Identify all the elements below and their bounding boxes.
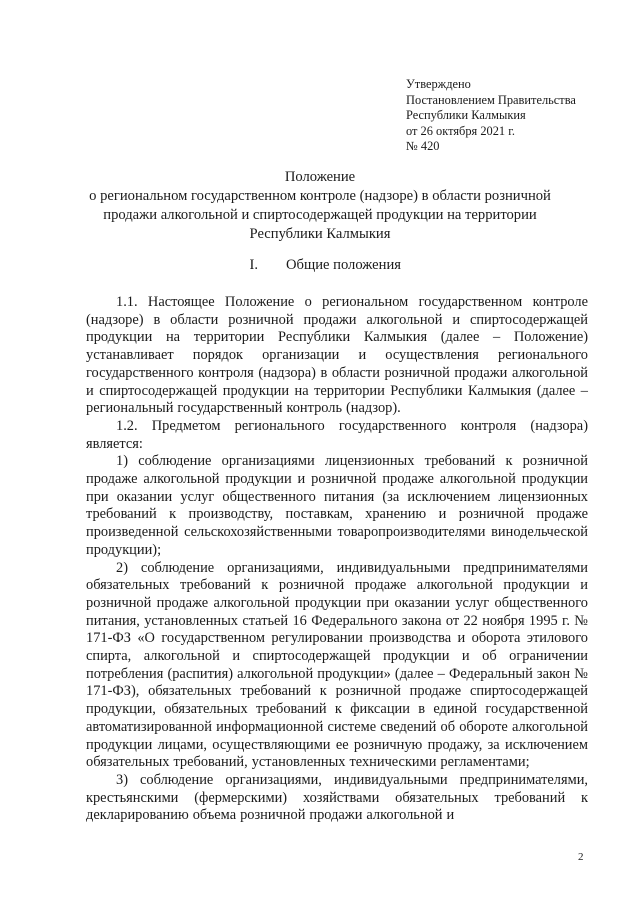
approval-line: Утверждено [406,77,471,91]
title-line: Республики Калмыкия [249,226,391,242]
paragraph: 1.1. Настоящее Положение о региональном государственном контроле (надзоре) в области розничной продажи алкогольной и спиртосодержащей продукции на территории Республики Калмыкия (далее – Положение) устанавливает порядок организации и осуществления регионального государственного контроля (надзора) в области розничной продажи алкогольной и спиртосодержащей продукции на территории Республики Калмыкия (далее – региональный государственный контроль (надзор). [86,294,588,417]
section-title: Общие положения [286,257,401,273]
title-line: о региональном государственном контроле (надзоре) в области розничной [89,188,551,204]
paragraph: 2) соблюдение организациями, индивидуальными предпринимателями обязательных требований к розничной продаже алкогольной продукции и розничной продаже алкогольной продукции при оказании услуг общественного питания, установленных статьей 16 Федерального закона от 22 ноября 1995 г. № 171-ФЗ «О государственном регулировании производства и оборота этилового спирта, алкогольной и спиртосодержащей продукции и об ограничении потребления (распития) алкогольной продукции» (далее – Федеральный закон № 171-ФЗ), обязательных требований к розничной продаже спиртосодержащей продукции, обязательных требований к фиксации в единой государственной автоматизированной информационной системе сведений об обороте алкогольной продукции лицами, осуществляющими ее розничную продажу, за исключением обязательных требований, установленных техническими регламентами; [86,559,588,771]
page-number: 2 [578,851,584,863]
approval-stamp [406,77,576,155]
title-line: продажи алкогольной и спиртосодержащей продукции на территории [103,207,537,223]
paragraph: 1) соблюдение организациями лицензионных требований к розничной продаже алкогольной продукции и розничной продаже алкогольной продукции при оказании услуг общественного питания (за исключением лицензионных требований к производству, поставкам, хранению и розничной продаже произведенной сельскохозяйственными товаропроизводителями винодельческой продукции); [86,453,588,558]
document-title [80,168,560,244]
document-body [86,294,588,825]
approval-line: № 420 [406,139,440,154]
section-number: I. [249,257,258,273]
approval-line: Постановлением Правительства [406,92,576,107]
section-heading [200,256,460,275]
paragraph: 3) соблюдение организациями, индивидуальными предпринимателями, крестьянскими (фермерскими) хозяйствами обязательных требований к декларированию объема розничной продажи алкогольной и [86,771,588,824]
approval-line: Республики Калмыкия [406,108,526,123]
approval-line: от 26 октября 2021 г. [406,123,515,138]
paragraph: 1.2. Предметом регионального государственного контроля (надзора) является: [86,417,588,452]
title-line: Положение [284,169,356,185]
